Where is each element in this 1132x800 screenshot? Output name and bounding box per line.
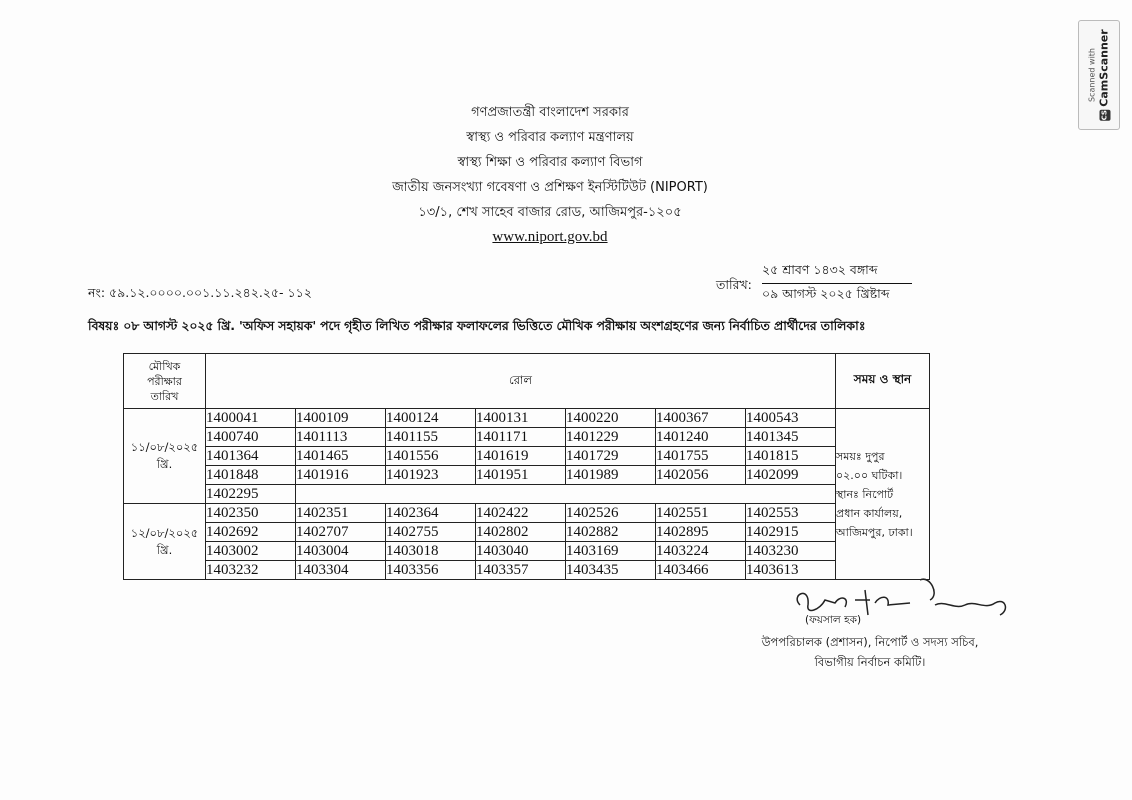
viva-date-day2: ১২/০৮/২০২৫ খ্রি.: [124, 504, 206, 580]
roll-cell: 1400740: [206, 428, 296, 447]
subject-line: বিষয়ঃ ০৮ আগস্ট ২০২৫ খ্রি. 'অফিস সহায়ক' পদে গৃহীত লিখিত পরীক্ষার ফলাফলের ভিত্তিতে মৌখিক পরীক্ষায় অংশগ্রহণের জন্য নির্বাচিত প্রার্থীদের তালিকাঃ: [88, 318, 866, 333]
roll-cell: 1401951: [476, 466, 566, 485]
roll-cell: 1402915: [746, 523, 836, 542]
roll-cell: 1403224: [656, 542, 746, 561]
roll-cell: 1401923: [386, 466, 476, 485]
table-row: [124, 447, 930, 466]
roll-cell: 1400041: [206, 409, 296, 428]
roll-cell: 1400109: [296, 409, 386, 428]
roll-cell: 1402755: [386, 523, 476, 542]
selected-candidates-table: [123, 353, 930, 580]
scanner-caption: Scanned with: [1087, 47, 1097, 103]
roll-cell: 1401240: [656, 428, 746, 447]
roll-cell: 1400367: [656, 409, 746, 428]
roll-cell: 1403304: [296, 561, 386, 580]
viva-date-day1: ১১/০৮/২০২৫ খ্রি.: [124, 409, 206, 504]
roll-cell: 1402553: [746, 504, 836, 523]
table-header-row: [124, 354, 930, 409]
roll-cell: 1403613: [746, 561, 836, 580]
scanner-brand: CamScanner: [1097, 29, 1111, 107]
header-roll: রোল: [206, 354, 836, 409]
roll-cell: 1402056: [656, 466, 746, 485]
roll-cell: 1400124: [386, 409, 476, 428]
roll-cell: 1402364: [386, 504, 476, 523]
roll-cell: 1401364: [206, 447, 296, 466]
roll-cell: 1401345: [746, 428, 836, 447]
roll-cell: 1401155: [386, 428, 476, 447]
venue-area: আজিমপুর, ঢাকা।: [836, 525, 913, 539]
roll-cell: 1401989: [566, 466, 656, 485]
roll-cell: 1402351: [296, 504, 386, 523]
table-row: [124, 542, 930, 561]
roll-cell: 1402350: [206, 504, 296, 523]
roll-cell: 1402551: [656, 504, 746, 523]
roll-cell: 1402707: [296, 523, 386, 542]
camscanner-watermark: [1078, 20, 1120, 130]
roll-cell: 1401229: [566, 428, 656, 447]
roll-cell: 1401619: [476, 447, 566, 466]
roll-cell: 1403357: [476, 561, 566, 580]
letterhead: [240, 100, 860, 250]
table-row: [124, 485, 930, 504]
venue-office: প্রধান কার্যালয়,: [836, 506, 903, 520]
date-label: তারিখ:: [716, 277, 752, 292]
roll-cell: 1401848: [206, 466, 296, 485]
roll-cell: 1402099: [746, 466, 836, 485]
roll-cell: 1403018: [386, 542, 476, 561]
roll-cell: 1401729: [566, 447, 656, 466]
roll-cell: 1401755: [656, 447, 746, 466]
roll-cell: 1401916: [296, 466, 386, 485]
roll-cell: 1402295: [206, 485, 296, 504]
signatory-name: (ফয়সাল হক): [805, 614, 862, 626]
roll-cell: 1403169: [566, 542, 656, 561]
roll-cell: 1403435: [566, 561, 656, 580]
memo-reference-number: নং: ৫৯.১২.০০০০.০০১.১১.২৪২.২৫- ১১২: [88, 285, 312, 300]
camscanner-logo-icon: CS: [1100, 110, 1108, 121]
roll-cell: 1403232: [206, 561, 296, 580]
roll-cell: 1400220: [566, 409, 656, 428]
roll-cell: 1402882: [566, 523, 656, 542]
roll-cell: 1402526: [566, 504, 656, 523]
roll-cell: 1401465: [296, 447, 386, 466]
signatory-designation: উপপরিচালক (প্রশাসন), নিপোর্ট ও সদস্য সচিব, বিভাগীয় নির্বাচন কমিটি।: [761, 635, 979, 669]
header-time-place: সময় ও স্থান: [836, 354, 930, 409]
roll-cell: 1402802: [476, 523, 566, 542]
roll-cell: 1403466: [656, 561, 746, 580]
division-name: স্বাস্থ্য শিক্ষা ও পরিবার কল্যাণ বিভাগ: [457, 155, 643, 170]
header-viva-date: মৌখিক পরীক্ষার তারিখ: [124, 354, 206, 409]
roll-cell: 1400131: [476, 409, 566, 428]
roll-cell: 1401556: [386, 447, 476, 466]
time-and-venue: [836, 409, 930, 580]
date-english: ০৯ আগস্ট ২০২৫ খ্রিষ্টাব্দ: [762, 286, 890, 301]
roll-cell: 1403230: [746, 542, 836, 561]
roll-cell: 1402692: [206, 523, 296, 542]
table-row: [124, 428, 930, 447]
empty-cell: [296, 485, 836, 504]
time-text: সময়ঃ দুপুর: [836, 449, 885, 463]
table-row: [124, 523, 930, 542]
ministry-name: স্বাস্থ্য ও পরিবার কল্যাণ মন্ত্রণালয়: [466, 130, 634, 145]
roll-cell: 1402895: [656, 523, 746, 542]
roll-cell: 1401113: [296, 428, 386, 447]
institute-name: জাতীয় জনসংখ্যা গবেষণা ও প্রশিক্ষণ ইনস্টিটিউট (NIPORT): [392, 180, 708, 195]
roll-cell: 1403356: [386, 561, 476, 580]
institute-address: ১৩/১, শেখ সাহেব বাজার রোড, আজিমপুর-১২০৫: [418, 205, 682, 220]
roll-cell: 1403040: [476, 542, 566, 561]
table-row: [124, 504, 930, 523]
date-bangla: ২৫ শ্রাবণ ১৪৩২ বঙ্গাব্দ: [762, 262, 912, 284]
government-name: গণপ্রজাতন্ত্রী বাংলাদেশ সরকার: [471, 105, 629, 120]
venue-label: স্থানঃ নিপোর্ট: [836, 487, 894, 501]
website-link[interactable]: www.niport.gov.bd: [492, 229, 608, 245]
table-row: [124, 409, 930, 428]
roll-cell: 1403002: [206, 542, 296, 561]
table-row: [124, 466, 930, 485]
roll-cell: 1401171: [476, 428, 566, 447]
roll-cell: 1403004: [296, 542, 386, 561]
roll-cell: 1401815: [746, 447, 836, 466]
roll-cell: 1400543: [746, 409, 836, 428]
hour-text: ০২.০০ ঘটিকা।: [836, 468, 903, 482]
roll-cell: 1402422: [476, 504, 566, 523]
